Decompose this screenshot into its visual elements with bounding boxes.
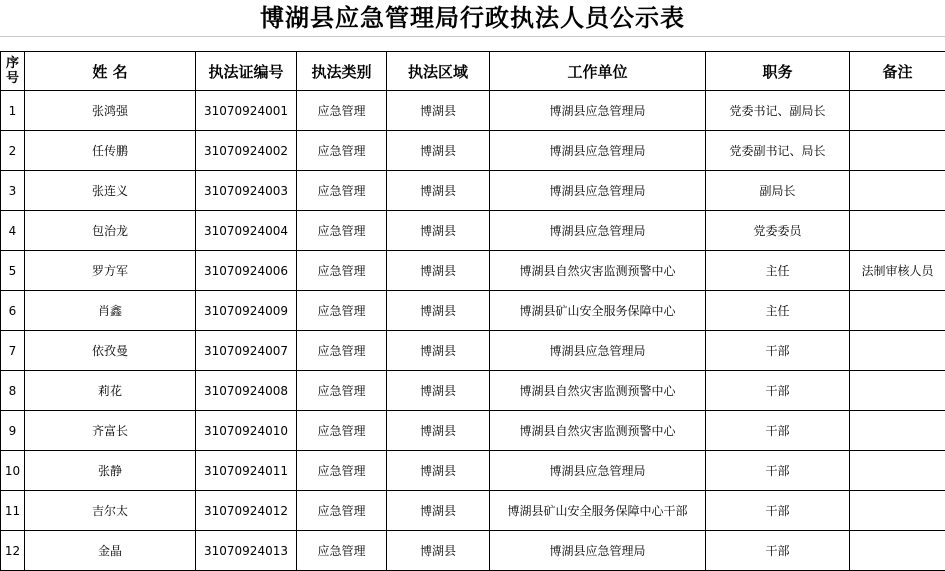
cell-remark (850, 331, 945, 371)
cell-cert: 31070924010 (196, 411, 297, 451)
table-row (1, 211, 945, 251)
cell-region: 博湖县 (387, 331, 490, 371)
personnel-table (0, 51, 945, 571)
cell-seq: 10 (1, 451, 25, 491)
cell-unit: 博湖县矿山安全服务保障中心干部 (490, 491, 706, 531)
cell-unit: 博湖县应急管理局 (490, 131, 706, 171)
cell-remark (850, 171, 945, 211)
cell-position: 干部 (706, 371, 850, 411)
cell-cert: 31070924004 (196, 211, 297, 251)
table-row (1, 251, 945, 291)
cell-name: 齐富长 (25, 411, 196, 451)
cell-seq: 8 (1, 371, 25, 411)
cell-region: 博湖县 (387, 91, 490, 131)
cell-category: 应急管理 (297, 211, 387, 251)
cell-name: 张鸿强 (25, 91, 196, 131)
cell-region: 博湖县 (387, 131, 490, 171)
table-row (1, 291, 945, 331)
cell-remark (850, 411, 945, 451)
cell-unit: 博湖县矿山安全服务保障中心 (490, 291, 706, 331)
cell-region: 博湖县 (387, 451, 490, 491)
cell-position: 干部 (706, 531, 850, 571)
cell-category: 应急管理 (297, 531, 387, 571)
cell-category: 应急管理 (297, 171, 387, 211)
cell-cert: 31070924002 (196, 131, 297, 171)
cell-name: 肖鑫 (25, 291, 196, 331)
cell-remark (850, 531, 945, 571)
cell-name: 金晶 (25, 531, 196, 571)
table-body (1, 91, 945, 571)
cell-remark (850, 211, 945, 251)
cell-remark (850, 371, 945, 411)
cell-remark (850, 91, 945, 131)
cell-seq: 2 (1, 131, 25, 171)
cell-seq: 11 (1, 491, 25, 531)
cell-cert: 31070924006 (196, 251, 297, 291)
table-row (1, 331, 945, 371)
cell-region: 博湖县 (387, 531, 490, 571)
cell-remark (850, 491, 945, 531)
cell-region: 博湖县 (387, 411, 490, 451)
cell-name: 罗方军 (25, 251, 196, 291)
header-region: 执法区域 (387, 52, 490, 91)
page-title: 博湖县应急管理局行政执法人员公示表 (0, 0, 945, 37)
cell-cert: 31070924011 (196, 451, 297, 491)
cell-remark (850, 451, 945, 491)
cell-unit: 博湖县自然灾害监测预警中心 (490, 251, 706, 291)
cell-name: 莉花 (25, 371, 196, 411)
cell-remark: 法制审核人员 (850, 251, 945, 291)
table-row (1, 171, 945, 211)
cell-unit: 博湖县自然灾害监测预警中心 (490, 371, 706, 411)
cell-category: 应急管理 (297, 251, 387, 291)
cell-cert: 31070924013 (196, 531, 297, 571)
cell-name: 张连义 (25, 171, 196, 211)
cell-category: 应急管理 (297, 331, 387, 371)
cell-name: 依孜曼 (25, 331, 196, 371)
cell-position: 党委副书记、局长 (706, 131, 850, 171)
cell-seq: 5 (1, 251, 25, 291)
cell-cert: 31070924008 (196, 371, 297, 411)
header-cert: 执法证编号 (196, 52, 297, 91)
cell-unit: 博湖县自然灾害监测预警中心 (490, 411, 706, 451)
cell-seq: 6 (1, 291, 25, 331)
cell-unit: 博湖县应急管理局 (490, 451, 706, 491)
cell-name: 任传鹏 (25, 131, 196, 171)
cell-region: 博湖县 (387, 291, 490, 331)
cell-position: 党委书记、副局长 (706, 91, 850, 131)
cell-region: 博湖县 (387, 371, 490, 411)
cell-region: 博湖县 (387, 211, 490, 251)
cell-unit: 博湖县应急管理局 (490, 91, 706, 131)
cell-unit: 博湖县应急管理局 (490, 331, 706, 371)
cell-category: 应急管理 (297, 411, 387, 451)
table-row (1, 451, 945, 491)
cell-position: 主任 (706, 251, 850, 291)
table-row (1, 371, 945, 411)
table-row (1, 131, 945, 171)
header-category: 执法类别 (297, 52, 387, 91)
cell-unit: 博湖县应急管理局 (490, 171, 706, 211)
header-seq: 序号 (1, 52, 25, 91)
cell-cert: 31070924012 (196, 491, 297, 531)
cell-position: 干部 (706, 331, 850, 371)
cell-cert: 31070924003 (196, 171, 297, 211)
cell-seq: 4 (1, 211, 25, 251)
cell-unit: 博湖县应急管理局 (490, 211, 706, 251)
cell-region: 博湖县 (387, 171, 490, 211)
cell-position: 干部 (706, 491, 850, 531)
table-row (1, 91, 945, 131)
header-remark: 备注 (850, 52, 945, 91)
cell-category: 应急管理 (297, 451, 387, 491)
cell-position: 副局长 (706, 171, 850, 211)
cell-position: 干部 (706, 411, 850, 451)
cell-name: 张静 (25, 451, 196, 491)
cell-position: 党委委员 (706, 211, 850, 251)
table-header-row (1, 52, 945, 91)
cell-seq: 9 (1, 411, 25, 451)
cell-name: 吉尔太 (25, 491, 196, 531)
cell-category: 应急管理 (297, 371, 387, 411)
cell-cert: 31070924007 (196, 331, 297, 371)
table-row (1, 531, 945, 571)
header-position: 职务 (706, 52, 850, 91)
cell-region: 博湖县 (387, 491, 490, 531)
cell-seq: 12 (1, 531, 25, 571)
table-row (1, 411, 945, 451)
cell-cert: 31070924001 (196, 91, 297, 131)
cell-cert: 31070924009 (196, 291, 297, 331)
cell-remark (850, 291, 945, 331)
cell-category: 应急管理 (297, 291, 387, 331)
cell-seq: 3 (1, 171, 25, 211)
cell-category: 应急管理 (297, 131, 387, 171)
cell-position: 干部 (706, 451, 850, 491)
cell-seq: 1 (1, 91, 25, 131)
cell-position: 主任 (706, 291, 850, 331)
cell-name: 包治龙 (25, 211, 196, 251)
cell-seq: 7 (1, 331, 25, 371)
cell-remark (850, 131, 945, 171)
cell-category: 应急管理 (297, 491, 387, 531)
header-unit: 工作单位 (490, 52, 706, 91)
header-name: 姓 名 (25, 52, 196, 91)
table-row (1, 491, 945, 531)
cell-category: 应急管理 (297, 91, 387, 131)
cell-region: 博湖县 (387, 251, 490, 291)
cell-unit: 博湖县应急管理局 (490, 531, 706, 571)
